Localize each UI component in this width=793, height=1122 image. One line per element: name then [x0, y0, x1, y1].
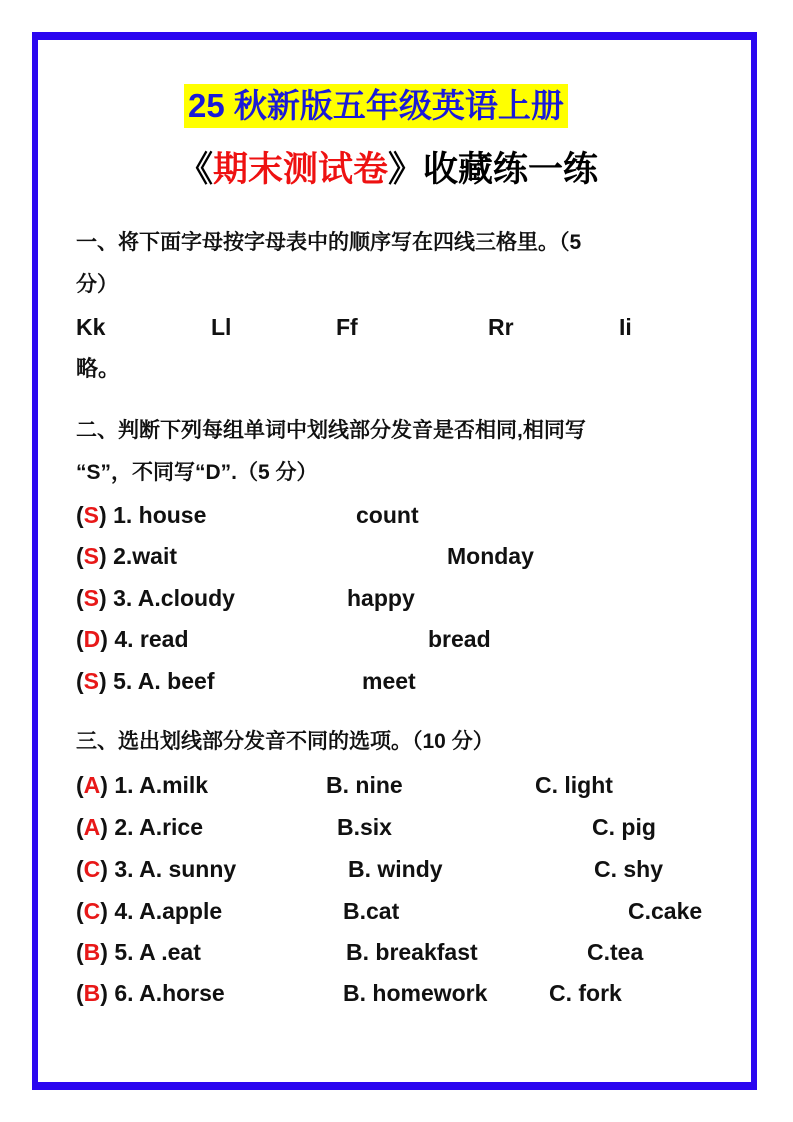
s3-item-2: (A) 2. A.rice — [76, 814, 204, 840]
option-a: 6. A.horse — [114, 980, 225, 1006]
word1: 1. house — [113, 502, 207, 528]
answer: C — [83, 898, 101, 924]
letter-ii: Ii — [619, 314, 632, 340]
s3-item-4-option-b: B.cat — [343, 898, 400, 924]
word1: 5. A. beef — [113, 668, 215, 694]
word1: 2.wait — [113, 543, 177, 569]
s2-item-4: (D) 4. read — [76, 626, 189, 652]
s3-item-6-option-b: B. homework — [343, 980, 488, 1006]
s3-item-3: (C) 3. A. sunny — [76, 856, 237, 882]
s3-item-5: (B) 5. A .eat — [76, 939, 201, 965]
s2-item-3-word2: happy — [347, 585, 415, 611]
s3-item-1-option-b: B. nine — [326, 772, 403, 798]
s2-item-3: (S) 3. A.cloudy — [76, 585, 235, 611]
s3-item-1-option-c: C. light — [535, 772, 613, 798]
s2-item-1: (S) 1. house — [76, 502, 207, 528]
section3-heading: 三、选出划线部分发音不同的选项。（10 分） — [76, 730, 494, 753]
subtitle-close: 》收藏练一练 — [388, 150, 599, 189]
word1: 3. A.cloudy — [113, 585, 235, 611]
section2-heading-line1: 二、判断下列每组单词中划线部分发音是否相同,相同写 — [76, 419, 586, 442]
answer: S — [83, 502, 100, 528]
s3-item-6-option-c: C. fork — [549, 980, 622, 1006]
letter-rr: Rr — [488, 314, 514, 340]
answer: S — [83, 585, 100, 611]
s3-item-5-option-b: B. breakfast — [346, 939, 478, 965]
word1: 4. read — [114, 626, 189, 652]
answer: S — [83, 543, 100, 569]
option-a: 1. A.milk — [114, 772, 209, 798]
option-a: 4. A.apple — [114, 898, 223, 924]
section1-heading-line1: 一、将下面字母按字母表中的顺序写在四线三格里。（5 — [76, 231, 582, 254]
s3-item-3-option-c: C. shy — [594, 856, 664, 882]
section1-answer: 略。 — [76, 356, 121, 381]
s3-item-2-option-c: C. pig — [592, 814, 656, 840]
s3-item-4-option-c: C.cake — [628, 898, 703, 924]
letter-ll: Ll — [211, 314, 232, 340]
option-a: 3. A. sunny — [114, 856, 237, 882]
answer: D — [83, 626, 101, 652]
subtitle — [178, 148, 598, 192]
option-a: 5. A .eat — [114, 939, 201, 965]
subtitle-open-bracket: 《 — [178, 150, 214, 189]
s2-item-2: (S) 2.wait — [76, 543, 177, 569]
answer: B — [83, 980, 101, 1006]
title-banner: 25 秋新版五年级英语上册 — [184, 84, 568, 128]
s3-item-5-option-c: C.tea — [587, 939, 644, 965]
s2-item-1-word2: count — [356, 502, 419, 528]
s3-item-1: (A) 1. A.milk — [76, 772, 209, 798]
section1-heading-line2: 分） — [76, 273, 118, 296]
s2-item-2-word2: Monday — [447, 543, 534, 569]
answer: C — [83, 856, 101, 882]
answer: S — [83, 668, 100, 694]
answer: A — [83, 772, 101, 798]
subtitle-highlight: 期末测试卷 — [213, 150, 389, 189]
answer: A — [83, 814, 101, 840]
s3-item-2-option-b: B.six — [337, 814, 392, 840]
letter-ff: Ff — [336, 314, 358, 340]
option-a: 2. A.rice — [114, 814, 204, 840]
s2-item-5-word2: meet — [362, 668, 416, 694]
s3-item-6: (B) 6. A.horse — [76, 980, 225, 1006]
section2-heading-line2: “S”，不同写“D”.（5 分） — [76, 461, 318, 484]
s2-item-5: (S) 5. A. beef — [76, 668, 215, 694]
s3-item-4: (C) 4. A.apple — [76, 898, 223, 924]
s3-item-3-option-b: B. windy — [348, 856, 443, 882]
s2-item-4-word2: bread — [428, 626, 491, 652]
letter-kk: Kk — [76, 314, 106, 340]
answer: B — [83, 939, 101, 965]
